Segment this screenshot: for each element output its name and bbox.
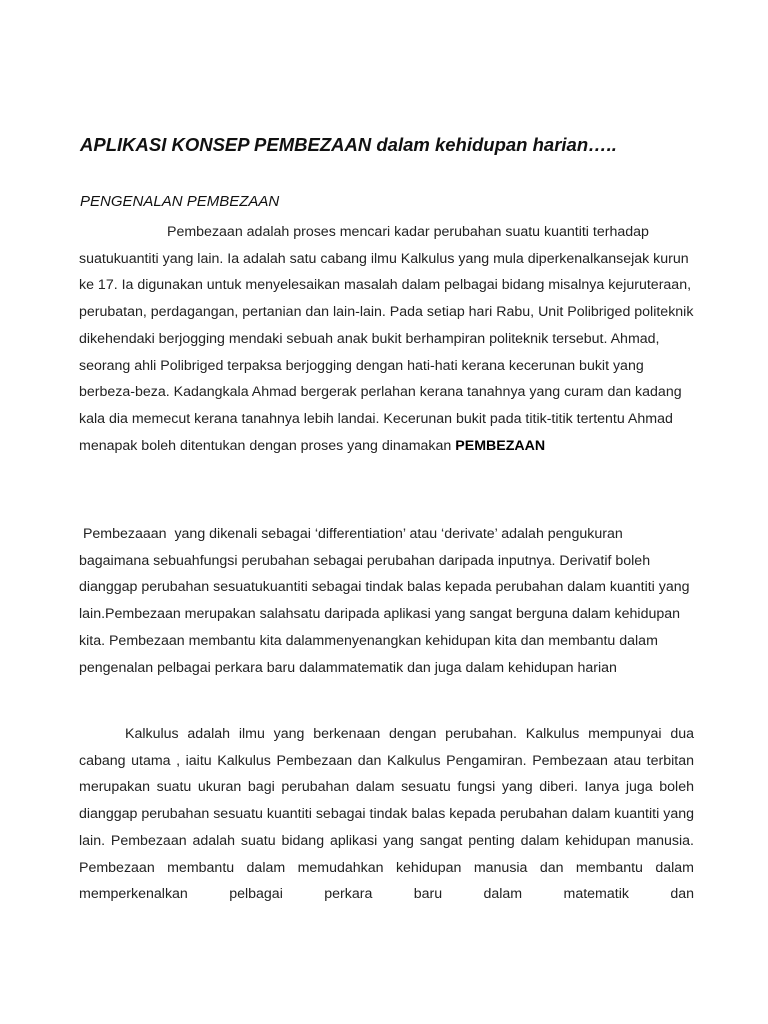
section-heading: PENGENALAN PEMBEZAAN — [80, 193, 280, 210]
document-title: APLIKASI KONSEP PEMBEZAAN dalam kehidupan harian….. — [80, 134, 617, 155]
paragraph-calculus-text: Kalkulus adalah ilmu yang berkenaan dengan perubahan. Kalkulus mempunyai dua cabang utama , iaitu Kalkulus Pembezaan dan Kalkulus Pengamiran. Pembezaan atau terbitan merupakan suatu ukuran bagi perubahan dalam sesuatu fungsi yang diberi. Ianya juga boleh dianggap perubahan sesuatu kuantiti sebagai tindak balas kepada perubahan dalam kuantiti yang lain. Pembezaan adalah suatu bidang aplikasi yang sangat penting dalam kehidupan manusia. Pembezaan membantu dalam memudahkan kehidupan manusia dan membantu dalam memperkenalkan pelbagai perkara baru dalam matematik dan — [79, 726, 694, 903]
paragraph-definition: Pembezaaan yang dikenali sebagai ‘differentiation’ atau ‘derivate’ adalah pengukuran bagaimana sebuahfungsi perubahan sebagai perubahan daripada inputnya. Derivatif boleh dianggap perubahan sesuatukuantiti sebagai tindak balas kepada perubahan dalam kuantiti yang lain.Pembezaan merupakan salahsatu daripada aplikasi yang sangat berguna dalam kehidupan kita. Pembezaan membantu kita dalammenyenangkan kehidupan kita dan membantu dalam pengenalan pelbagai perkara baru dalammatematik dan juga dalam kehidupan harian — [79, 526, 694, 676]
paragraph-calculus — [79, 721, 694, 935]
paragraph-introduction-text: Pembezaan adalah proses mencari kadar perubahan suatu kuantiti terhadap suatukuantiti yang lain. Ia adalah satu cabang ilmu Kalkulus yang mula diperkenalkansejak kurun ke 17. Ia digunakan untuk menyelesaikan masalah dalam pelbagai bidang misalnya kejuruteraan, perubatan, perdagangan, pertanian dan lain-lain. Pada setiap hari Rabu, Unit Polibriged politeknik dikehendaki berjogging mendaki sebuah anak bukit berhampiran politeknik tersebut. Ahmad, seorang ahli Polibriged terpaksa berjogging dengan hati-hati kerana kecerunan bukit yang berbeza-beza. Kadangkala Ahmad bergerak perlahan kerana tanahnya yang curam dan kadang kala dia memecut kerana tanahnya lebih landai. Kecerunan bukit pada titik-titik tertentu Ahmad menapak boleh ditentukan dengan proses yang dinamakan — [79, 224, 694, 454]
paragraph-introduction — [79, 219, 694, 459]
emphasis-term: PEMBEZAAN — [455, 437, 546, 454]
